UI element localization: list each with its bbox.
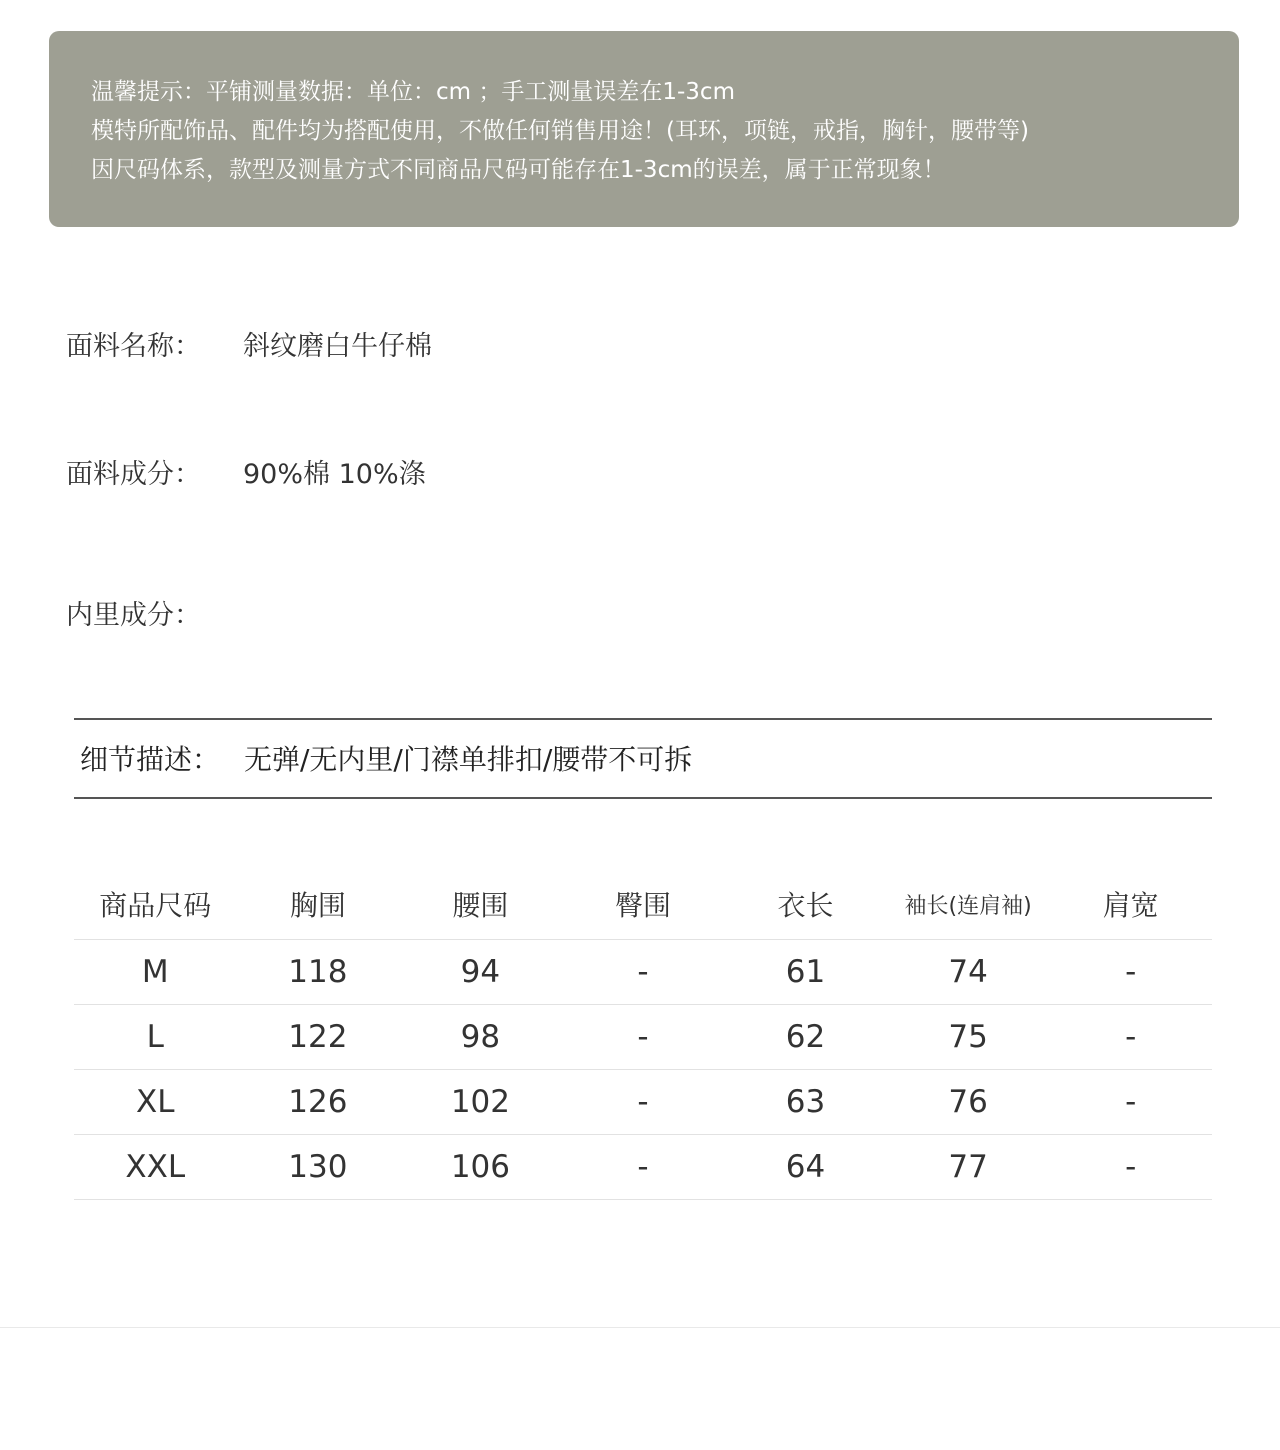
notice-line-1: 温馨提示：平铺测量数据：单位：cm ；手工测量误差在1-3cm — [91, 79, 735, 105]
detail-divider-top — [74, 718, 1212, 720]
lining-composition-row — [66, 593, 243, 632]
table-row — [74, 1069, 1212, 1134]
cell-length: 64 — [724, 1134, 887, 1199]
header-sleeve: 袖长(连肩袖) — [887, 870, 1050, 939]
cell-hip: - — [562, 1069, 725, 1134]
cell-sleeve: 77 — [887, 1134, 1050, 1199]
size-table — [74, 870, 1212, 1200]
cell-shoulder: - — [1049, 1069, 1212, 1134]
fabric-composition-row — [66, 452, 426, 491]
notice-line-3: 因尺码体系，款型及测量方式不同商品尺码可能存在1-3cm的误差，属于正常现象！ — [91, 157, 946, 183]
cell-waist: 94 — [399, 939, 562, 1004]
header-size: 商品尺码 — [74, 870, 237, 939]
cell-size: L — [74, 1004, 237, 1069]
cell-hip: - — [562, 1134, 725, 1199]
fabric-name-label: 面料名称： — [66, 331, 201, 362]
cell-sleeve: 76 — [887, 1069, 1050, 1134]
detail-description — [80, 738, 692, 778]
cell-shoulder: - — [1049, 939, 1212, 1004]
footer-divider — [0, 1327, 1280, 1328]
cell-hip: - — [562, 1004, 725, 1069]
header-chest: 胸围 — [237, 870, 400, 939]
cell-waist: 106 — [399, 1134, 562, 1199]
cell-length: 63 — [724, 1069, 887, 1134]
cell-size: XXL — [74, 1134, 237, 1199]
header-shoulder: 肩宽 — [1049, 870, 1212, 939]
table-row — [74, 1134, 1212, 1199]
detail-label: 细节描述： — [80, 743, 221, 776]
cell-chest: 118 — [237, 939, 400, 1004]
table-row — [74, 1004, 1212, 1069]
notice-box — [49, 31, 1239, 227]
cell-chest: 122 — [237, 1004, 400, 1069]
cell-hip: - — [562, 939, 725, 1004]
size-table-header-row — [74, 870, 1212, 939]
cell-chest: 126 — [237, 1069, 400, 1134]
fabric-name-row — [66, 324, 432, 363]
fabric-composition-label: 面料成分： — [66, 459, 201, 490]
cell-waist: 98 — [399, 1004, 562, 1069]
cell-length: 61 — [724, 939, 887, 1004]
cell-shoulder: - — [1049, 1134, 1212, 1199]
cell-sleeve: 74 — [887, 939, 1050, 1004]
cell-sleeve: 75 — [887, 1004, 1050, 1069]
cell-shoulder: - — [1049, 1004, 1212, 1069]
notice-line-2: 模特所配饰品、配件均为搭配使用，不做任何销售用途！(耳环，项链，戒指，胸针，腰带等) — [91, 118, 1029, 144]
lining-composition-label: 内里成分： — [66, 600, 201, 631]
header-hip: 臀围 — [562, 870, 725, 939]
cell-size: M — [74, 939, 237, 1004]
header-length: 衣长 — [724, 870, 887, 939]
fabric-composition-value: 90%棉 10%涤 — [243, 459, 426, 490]
fabric-name-value: 斜纹磨白牛仔棉 — [243, 331, 432, 362]
cell-waist: 102 — [399, 1069, 562, 1134]
detail-value: 无弹/无内里/门襟单排扣/腰带不可拆 — [244, 743, 693, 776]
header-waist: 腰围 — [399, 870, 562, 939]
cell-length: 62 — [724, 1004, 887, 1069]
cell-chest: 130 — [237, 1134, 400, 1199]
cell-size: XL — [74, 1069, 237, 1134]
detail-divider-bottom — [74, 797, 1212, 799]
table-row — [74, 939, 1212, 1004]
